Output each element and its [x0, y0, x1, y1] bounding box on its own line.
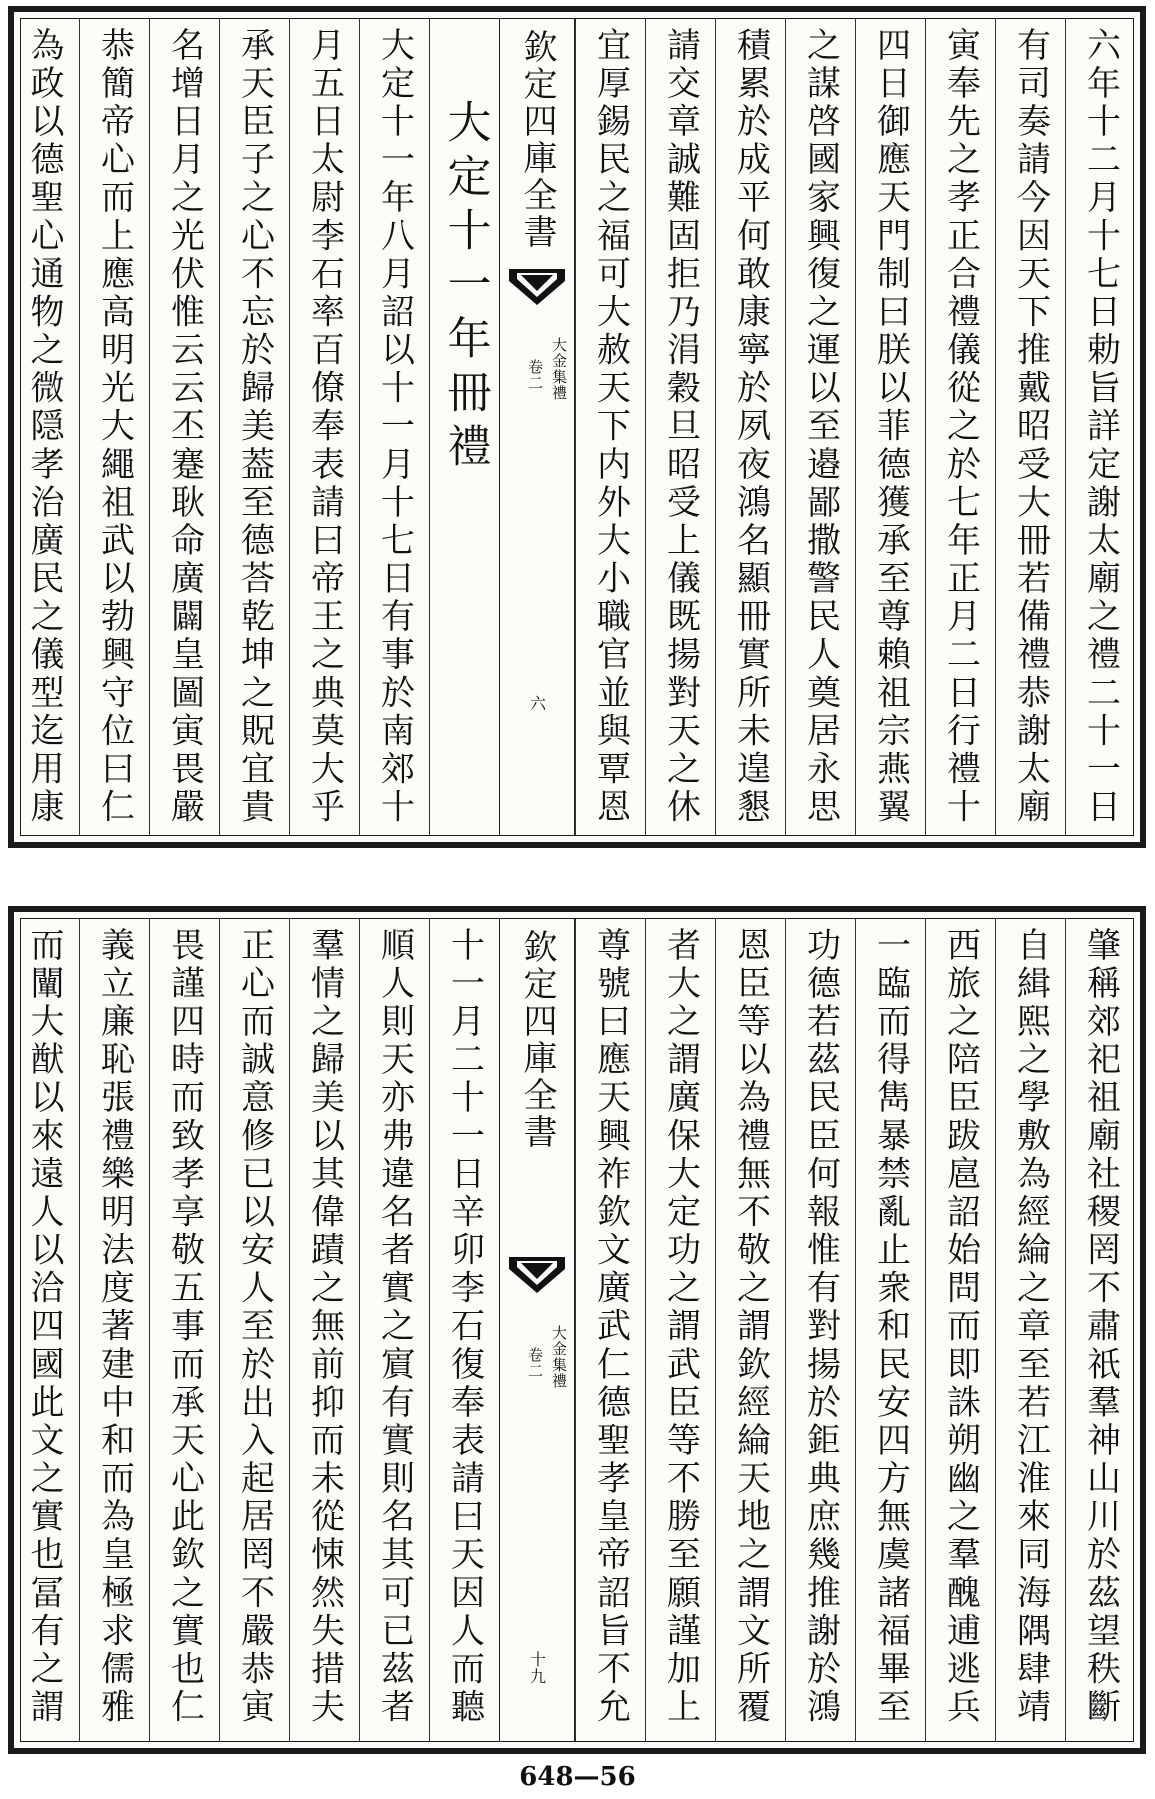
column-text: 肇稱郊祀祖廟社稷罔不肅祇羣神山川於茲望秩斷 — [1080, 927, 1121, 1727]
bottom-page-frame — [20, 918, 1134, 1742]
text-column — [9, 19, 79, 835]
column-text: 月五日太尉李石率百僚奉表請曰帝王之典莫大乎 — [304, 27, 345, 827]
column-text: 者大之謂廣保大定功之謂武臣等不勝至願謹加上 — [660, 927, 701, 1727]
section-heading-column — [429, 19, 499, 835]
text-column — [785, 19, 855, 835]
column-text: 羣情之歸美以其偉蹟之無前抑而未從悚然失措夫 — [304, 927, 345, 1727]
volume-label: 卷二 — [526, 1347, 544, 1379]
text-column — [855, 919, 925, 1741]
book-title: 欽定四庫全書 — [517, 29, 557, 251]
text-column — [995, 919, 1065, 1741]
text-column — [9, 919, 79, 1741]
section-heading: 大定十一年冊禮 — [439, 99, 491, 477]
text-column — [79, 19, 149, 835]
column-text: 寅奉先之孝正合禮儀從之於七年正月二日行禮十 — [940, 27, 981, 827]
text-column — [575, 19, 645, 835]
top-page-frame — [20, 18, 1134, 836]
text-column — [219, 919, 289, 1741]
collection-title: 大金集禮 — [550, 337, 568, 401]
text-column — [785, 919, 855, 1741]
text-column — [995, 19, 1065, 835]
column-text: 功德若茲民臣何報惟有對揚於鉅典庶幾推謝於鴻 — [800, 927, 841, 1727]
text-column — [855, 19, 925, 835]
column-text: 畏謹四時而致孝享敬五事而承天心此欽之實也仁 — [164, 927, 205, 1727]
text-column — [645, 19, 715, 835]
collection-title: 大金集禮 — [550, 1325, 568, 1389]
column-text: 請交章誠難固拒乃涓穀旦昭受上儀既揚對天之休 — [660, 27, 701, 827]
text-column — [925, 919, 995, 1741]
text-column — [1065, 19, 1135, 835]
column-text: 西旅之陪臣跋扈詔始問而即誅朔幽之羣醜逋逃兵 — [940, 927, 981, 1727]
folio-number: 十九 — [527, 1651, 547, 1685]
fish-tail-mark-icon — [507, 1255, 567, 1295]
book-title: 欽定四庫全書 — [517, 929, 557, 1151]
column-text: 一臨而得雋暴禁亂止衆和民安四方無虞諸福畢至 — [870, 927, 911, 1727]
center-fold — [499, 919, 575, 1741]
column-text: 積累於成平何敢康寧於夙夜鴻名顯冊實所未遑懇 — [730, 27, 771, 827]
text-column — [359, 19, 429, 835]
text-column — [715, 19, 785, 835]
column-text: 之謀啓國家興復之運以至邉鄙撒警民人奠居永思 — [800, 27, 841, 827]
text-column — [645, 919, 715, 1741]
center-fold — [499, 19, 575, 835]
page-number: 648—56 — [519, 1762, 636, 1792]
column-text: 而闡大猷以來遠人以洽四國此文之實也冨有之謂 — [24, 927, 64, 1727]
text-column — [289, 19, 359, 835]
text-column — [715, 919, 785, 1741]
column-text: 大定十一年八月詔以十一月十七日有事於南郊十 — [374, 27, 415, 827]
column-text: 正心而誠意修已以安人至於出入起居罔不嚴恭寅 — [234, 927, 275, 1727]
column-text: 恩臣等以為禮無不敬之謂欽經綸天地之謂文所覆 — [730, 927, 771, 1727]
column-text: 名增日月之光伏惟云云丕蹇耿命廣闢皇圖寅畏嚴 — [164, 27, 205, 827]
column-text: 為政以德聖心通物之微隠孝治廣民之儀型迄用康 — [24, 27, 64, 827]
column-text: 承天臣子之心不忘於歸美葢至德荅乾坤之貺宜貴 — [234, 27, 275, 827]
top-page — [8, 6, 1146, 848]
text-column — [1065, 919, 1135, 1741]
column-text: 四日御應天門制曰朕以菲德獲承至尊賴祖宗燕翼 — [870, 27, 911, 827]
column-text: 十一月二十一日辛卯李石復奉表請曰天因人而聽 — [444, 927, 485, 1727]
column-text: 宜厚錫民之福可大赦天下内外大小職官並與覃恩 — [590, 27, 631, 827]
column-text: 尊號曰應天興祚欽文廣武仁德聖孝皇帝詔旨不允 — [590, 927, 631, 1727]
column-text: 恭簡帝心而上應高明光大繩祖武以勃興守位曰仁 — [94, 27, 135, 827]
text-column — [575, 919, 645, 1741]
text-column — [289, 919, 359, 1741]
folio-number: 六 — [527, 695, 547, 712]
text-column — [149, 19, 219, 835]
bottom-page — [8, 906, 1146, 1754]
text-column — [149, 919, 219, 1741]
column-text: 義立廉恥張禮樂明法度著建中和而為皇極求儒雅 — [94, 927, 135, 1727]
column-text: 有司奏請今因天下推戴昭受大冊若備禮恭謝太廟 — [1010, 27, 1051, 827]
column-text: 六年十二月十七日勅旨詳定謝太廟之禮二十一日 — [1080, 27, 1121, 827]
column-text: 自緝熙之學敷為經綸之章至若江淮來同海隅肆靖 — [1010, 927, 1051, 1727]
text-column — [219, 19, 289, 835]
column-text: 順人則天亦弗違名者實之賔有實則名其可已茲者 — [374, 927, 415, 1727]
text-column — [79, 919, 149, 1741]
volume-label: 卷二 — [526, 359, 544, 391]
text-column — [429, 919, 499, 1741]
fish-tail-mark-icon — [507, 267, 567, 307]
text-column — [925, 19, 995, 835]
text-column — [359, 919, 429, 1741]
